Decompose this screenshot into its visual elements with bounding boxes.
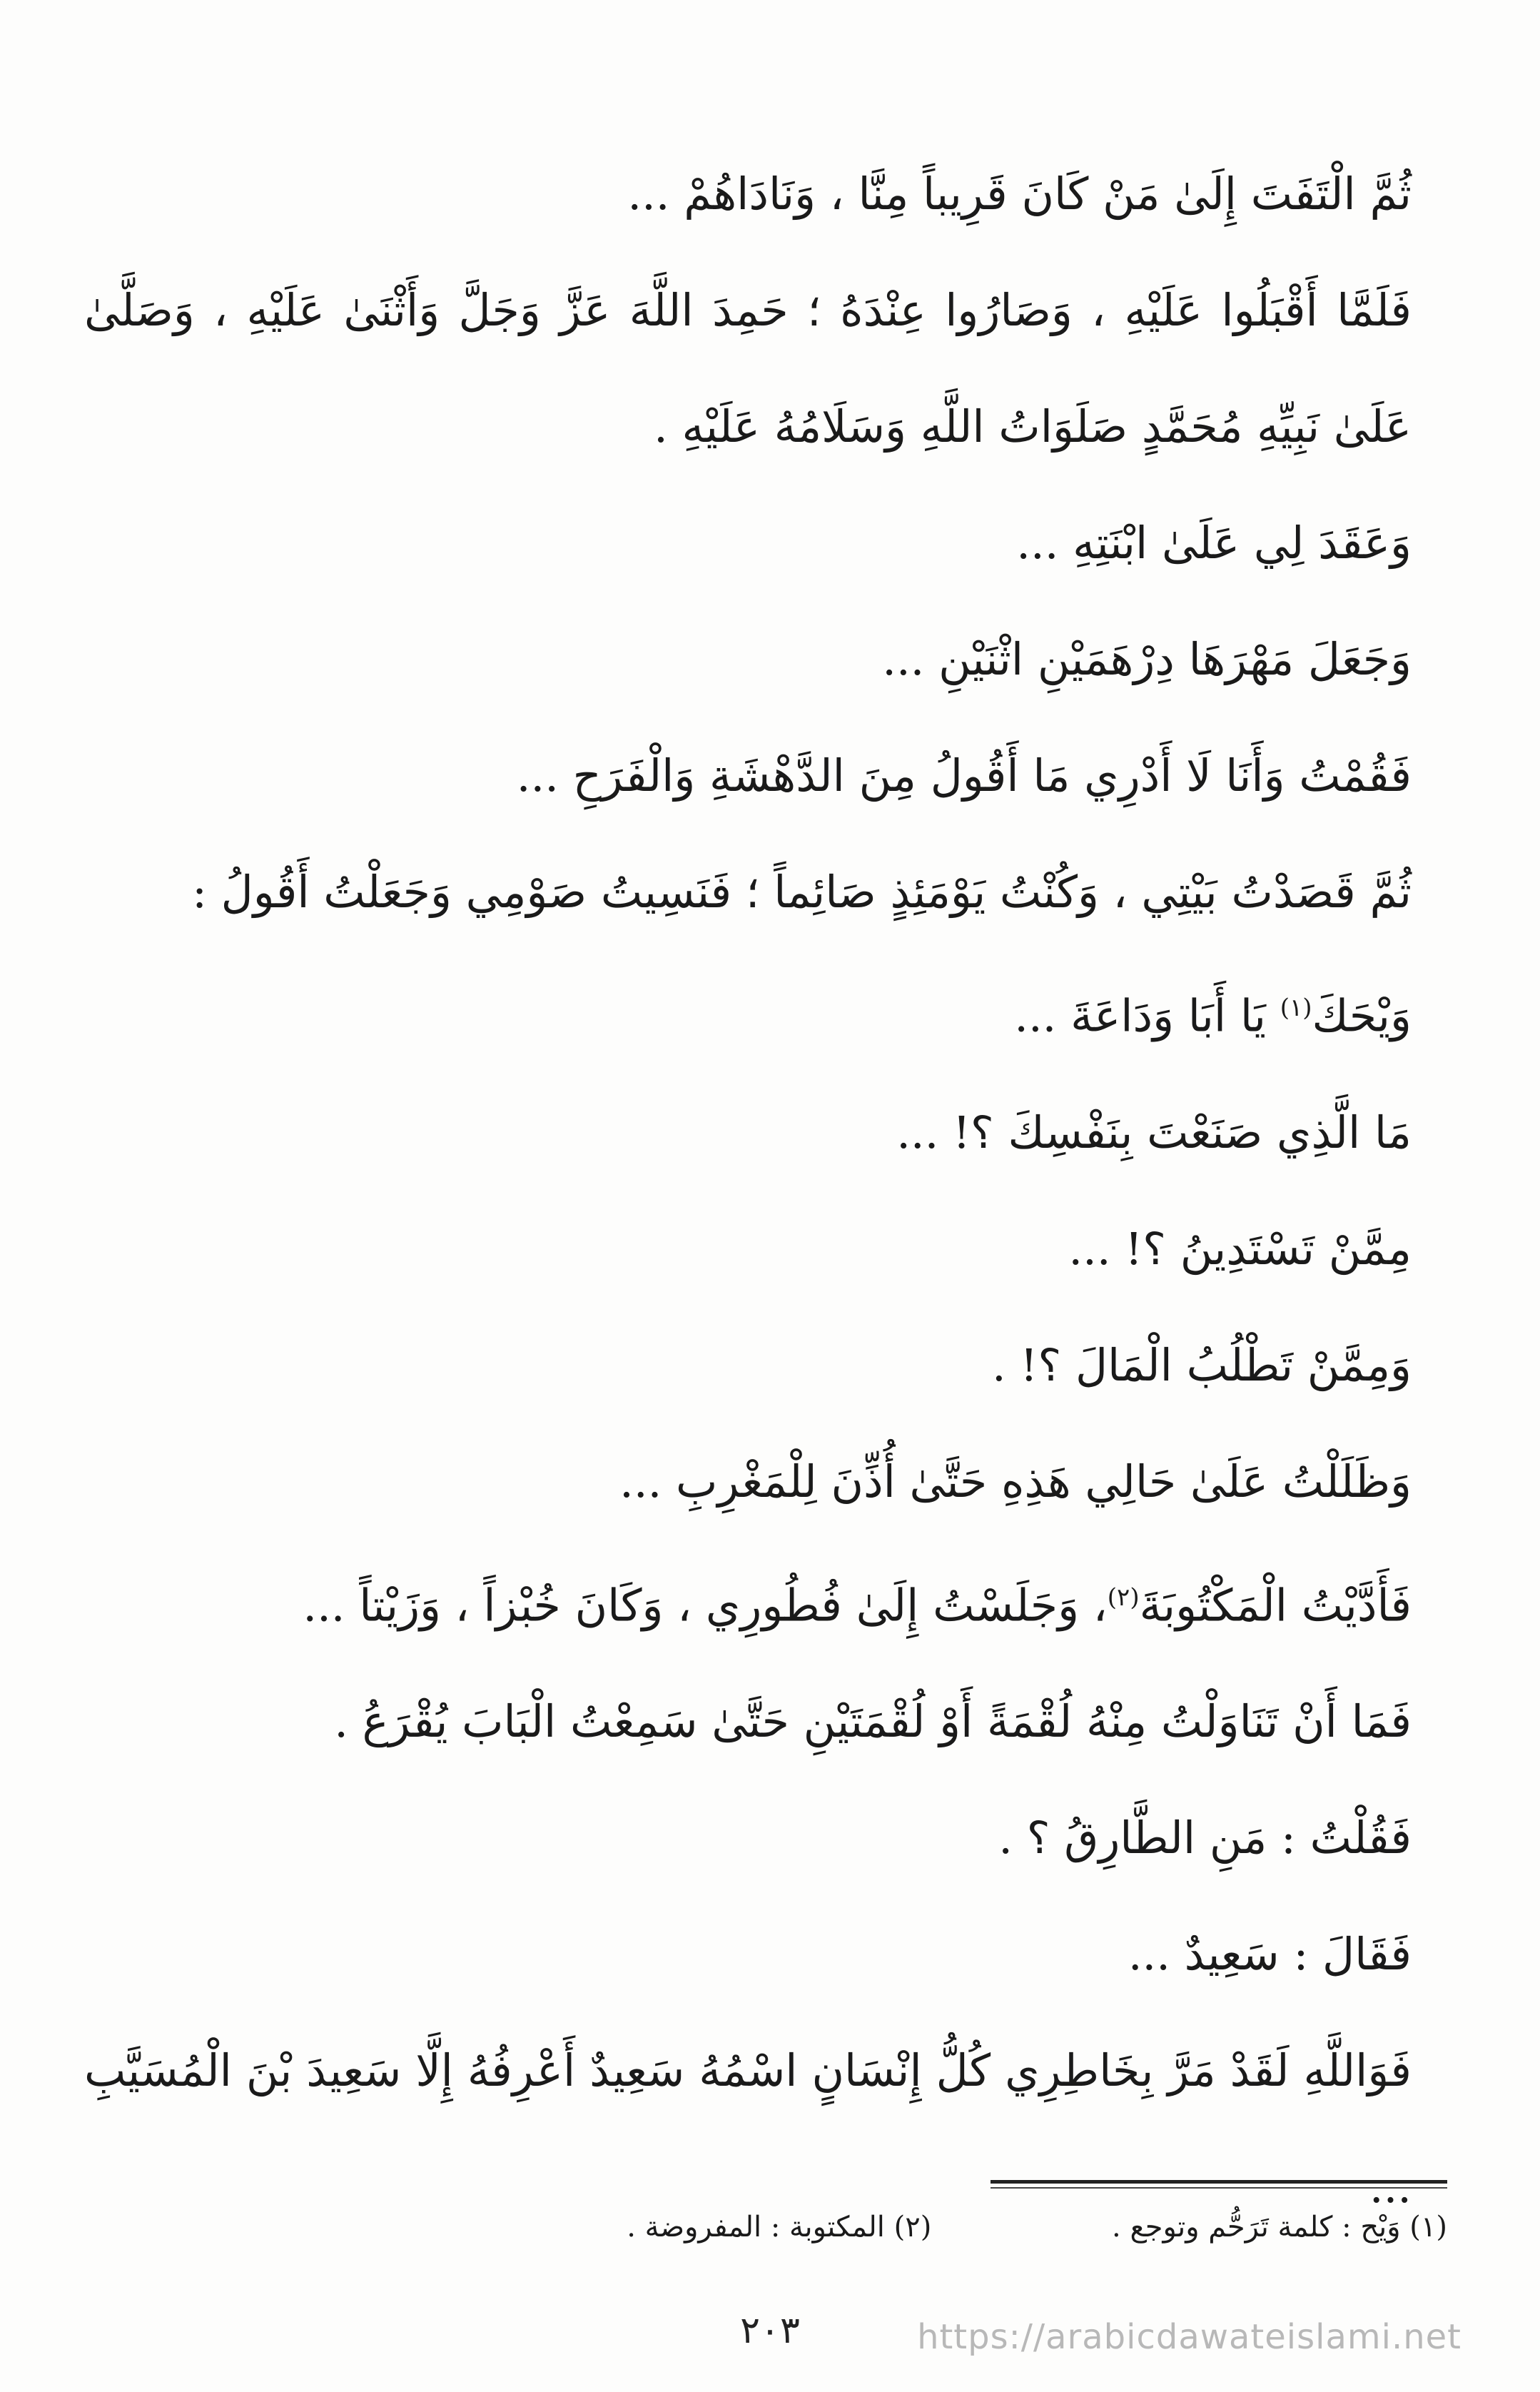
watermark-url: https://arabicdawateislami.net [917,2317,1462,2357]
paragraph-with-footnote [84,950,1412,1074]
paragraph: ثُمَّ قَصَدْتُ بَيْتِي ، وَكُنْتُ يَوْمَئِذٍ صَائِماً ؛ فَنَسِيتُ صَوْمِي وَجَعَلْتُ أَقُولُ : [192,866,1412,918]
paragraph: فَلَمَّا أَقْبَلُوا عَلَيْهِ ، وَصَارُوا عِنْدَهُ ؛ حَمِدَ اللَّهَ عَزَّ وَجَلَّ وَأَثْنَىٰ عَلَيْهِ ، وَصَلَّىٰ عَلَىٰ نَبِيِّهِ مُحَمَّدٍ صَلَوَاتُ اللَّهِ وَسَلَامُهُ عَلَيْهِ . [84,284,1412,453]
footnote-divider-thin [991,2187,1447,2189]
paragraph: وَمِمَّنْ تَطْلُبُ الْمَالَ ؟! . [992,1338,1412,1391]
paragraph-with-footnote [84,1540,1412,1664]
main-text [84,136,1412,2245]
paragraph: فَقَالَ : سَعِيدٌ ... [1128,1928,1412,1981]
paragraph-text: ، وَجَلَسْتُ إِلَىٰ فُطُورِي ، وَكَانَ خُبْزاً ، وَزَيْتاً ... [303,1579,1108,1632]
paragraph: وَظَلَلْتُ عَلَىٰ حَالِي هَذِهِ حَتَّىٰ أُذِّنَ لِلْمَغْرِبِ ... [619,1455,1412,1508]
footnote-ref: (٢) [1107,1583,1140,1612]
footnote-ref: (١) [1280,994,1312,1022]
paragraph: مَا الَّذِي صَنَعْتَ بِنَفْسِكَ ؟! ... [896,1106,1412,1159]
paragraph: وَجَعَلَ مَهْرَهَا دِرْهَمَيْنِ اثْنَيْنِ ... [882,633,1412,685]
paragraph: مِمَّنْ تَسْتَدِينُ ؟! ... [1068,1222,1412,1275]
paragraph-text: فَأَدَّيْتُ الْمَكْتُوبَةَ [1139,1579,1412,1632]
paragraph-text: يَا أَبَا وَدَاعَةَ ... [1014,989,1280,1042]
footnote-1: (١) وَيْح : كلمة تَرَحُّم وتوجع . [1112,2211,1447,2244]
paragraph: ثُمَّ الْتَفَتَ إِلَىٰ مَنْ كَانَ قَرِيباً مِنَّا ، وَنَادَاهُمْ ... [627,168,1412,220]
paragraph: فَمَا أَنْ تَنَاوَلْتُ مِنْهُ لُقْمَةً أَوْ لُقْمَتَيْنِ حَتَّىٰ سَمِعْتُ الْبَابَ يُقْرَعُ . [334,1695,1412,1748]
paragraph: وَعَقَدَ لِي عَلَىٰ ابْنَتِهِ ... [1016,517,1412,569]
footnote-2: (٢) المكتوبة : المفروضة . [627,2211,932,2244]
footnotes [377,2206,1447,2249]
paragraph: فَقُلْتُ : مَنِ الطَّارِقُ ؟ . [998,1812,1412,1864]
footnote-divider [991,2180,1447,2184]
paragraph: فَوَاللَّهِ لَقَدْ مَرَّ بِخَاطِرِي كُلُّ إِنْسَانٍ اسْمُهُ سَعِيدٌ أَعْرِفُهُ إِلَّا سَعِيدَ بْنَ الْمُسَيَّبِ ... [84,2044,1412,2214]
paragraph-text: وَيْحَكَ [1312,989,1412,1042]
page-number: ٢٠٣ [740,2309,800,2352]
paragraph: فَقُمْتُ وَأَنَا لَا أَدْرِي مَا أَقُولُ مِنَ الدَّهْشَةِ وَالْفَرَحِ ... [516,750,1412,802]
